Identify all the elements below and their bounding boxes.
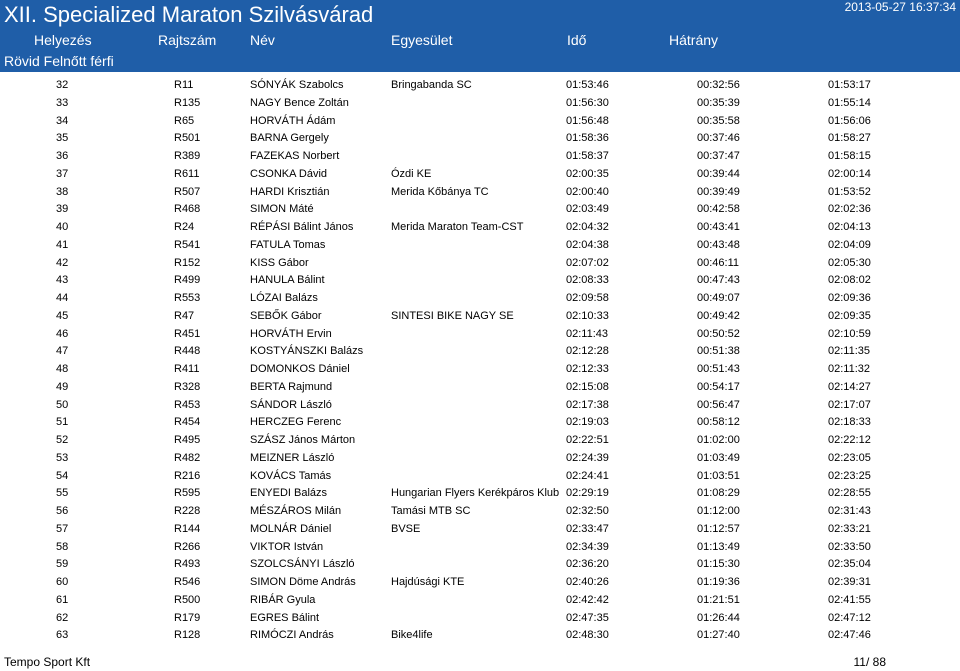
cell-last-time: 02:02:36 xyxy=(828,203,871,216)
cell-position: 38 xyxy=(56,185,69,198)
cell-bib: R454 xyxy=(174,416,201,429)
cell-time: 02:32:50 xyxy=(566,505,609,517)
cell-last-time: 01:56:06 xyxy=(828,114,871,127)
table-row xyxy=(0,521,960,539)
cell-bib: R553 xyxy=(174,292,201,304)
cell-time: 02:19:03 xyxy=(566,416,609,429)
cell-bib: R179 xyxy=(174,611,201,624)
cell-position: 52 xyxy=(56,434,69,446)
cell-bib: R389 xyxy=(174,150,201,162)
cell-position: 42 xyxy=(56,256,69,269)
cell-position: 33 xyxy=(56,96,69,109)
cell-gap: 00:49:07 xyxy=(697,292,740,304)
cell-time: 01:56:30 xyxy=(566,96,609,109)
cell-gap: 00:54:17 xyxy=(697,380,740,393)
title-bar xyxy=(0,0,960,30)
cell-position: 44 xyxy=(56,292,69,304)
column-header-bib: Rajtszám xyxy=(158,32,217,48)
cell-time: 02:29:19 xyxy=(566,487,609,500)
cell-position: 32 xyxy=(56,79,69,91)
cell-bib: R448 xyxy=(174,345,201,358)
cell-position: 45 xyxy=(56,309,69,322)
cell-bib: R328 xyxy=(174,380,201,393)
cell-name: FAZEKAS Norbert xyxy=(250,150,340,162)
cell-position: 40 xyxy=(56,221,69,233)
table-row xyxy=(0,184,960,202)
cell-name: NAGY Bence Zoltán xyxy=(250,96,349,109)
cell-name: SEBŐK Gábor xyxy=(250,309,322,322)
cell-name: MÉSZÁROS Milán xyxy=(250,505,342,517)
cell-position: 55 xyxy=(56,487,69,500)
cell-gap: 01:27:40 xyxy=(697,629,740,642)
table-row xyxy=(0,219,960,237)
cell-last-time: 01:53:52 xyxy=(828,185,871,198)
cell-time: 01:53:46 xyxy=(566,79,609,91)
cell-gap: 00:43:48 xyxy=(697,238,740,251)
cell-time: 02:12:33 xyxy=(566,363,609,375)
cell-club: BVSE xyxy=(391,522,421,535)
table-row xyxy=(0,450,960,468)
cell-gap: 01:03:51 xyxy=(697,469,740,482)
table-row xyxy=(0,574,960,592)
cell-name: SIMON Máté xyxy=(250,203,314,216)
cell-last-time: 02:33:21 xyxy=(828,522,871,535)
cell-bib: R501 xyxy=(174,132,201,145)
table-row xyxy=(0,361,960,379)
cell-position: 51 xyxy=(56,416,69,429)
table-row xyxy=(0,539,960,557)
cell-time: 01:58:37 xyxy=(566,150,609,162)
cell-last-time: 01:53:17 xyxy=(828,79,871,91)
cell-name: KOVÁCS Tamás xyxy=(250,469,332,482)
cell-last-time: 02:09:36 xyxy=(828,292,871,304)
cell-last-time: 02:14:27 xyxy=(828,380,871,393)
table-row xyxy=(0,272,960,290)
timestamp: 2013-05-27 16:37:34 xyxy=(844,0,956,14)
cell-name: MEIZNER László xyxy=(250,451,335,464)
table-row xyxy=(0,610,960,628)
table-row xyxy=(0,255,960,273)
cell-position: 50 xyxy=(56,398,69,411)
cell-gap: 00:43:41 xyxy=(697,221,740,233)
cell-position: 35 xyxy=(56,132,69,145)
table-row xyxy=(0,201,960,219)
cell-time: 02:03:49 xyxy=(566,203,609,216)
cell-name: ENYEDI Balázs xyxy=(250,487,328,500)
cell-bib: R482 xyxy=(174,451,201,464)
cell-gap: 01:13:49 xyxy=(697,540,740,553)
cell-name: RÉPÁSI Bálint János xyxy=(250,221,354,233)
table-row xyxy=(0,95,960,113)
cell-club: Hajdúsági KTE xyxy=(391,576,465,588)
cell-bib: R595 xyxy=(174,487,201,500)
table-row xyxy=(0,503,960,521)
table-row xyxy=(0,414,960,432)
cell-time: 02:00:40 xyxy=(566,185,609,198)
cell-bib: R24 xyxy=(174,221,195,233)
cell-time: 02:42:42 xyxy=(566,593,609,606)
cell-name: FATULA Tomas xyxy=(250,238,326,251)
cell-bib: R47 xyxy=(174,309,195,322)
cell-name: MOLNÁR Dániel xyxy=(250,522,332,535)
cell-bib: R135 xyxy=(174,96,201,109)
column-header-gap: Hátrány xyxy=(669,32,719,48)
cell-name: LÓZAI Balázs xyxy=(250,292,318,304)
cell-gap: 01:19:36 xyxy=(697,576,740,588)
cell-time: 01:58:36 xyxy=(566,132,609,145)
table-row xyxy=(0,343,960,361)
cell-bib: R11 xyxy=(174,79,194,91)
cell-last-time: 02:18:33 xyxy=(828,416,871,429)
column-header-row xyxy=(0,30,960,50)
cell-position: 58 xyxy=(56,540,69,553)
cell-time: 02:11:43 xyxy=(566,327,609,340)
cell-name: SÁNDOR László xyxy=(250,398,332,411)
cell-position: 36 xyxy=(56,150,69,162)
cell-club: Bike4life xyxy=(391,629,433,642)
cell-position: 54 xyxy=(56,469,69,482)
cell-time: 02:17:38 xyxy=(566,398,609,411)
table-row xyxy=(0,148,960,166)
cell-gap: 00:51:43 xyxy=(697,363,740,375)
cell-last-time: 02:11:35 xyxy=(828,345,871,358)
column-header-time: Idő xyxy=(567,32,587,48)
cell-last-time: 02:39:31 xyxy=(828,576,871,588)
cell-name: RIMÓCZI András xyxy=(250,629,334,642)
cell-last-time: 02:04:09 xyxy=(828,238,871,251)
cell-bib: R216 xyxy=(174,469,201,482)
cell-time: 02:24:41 xyxy=(566,469,609,482)
table-row xyxy=(0,130,960,148)
table-row xyxy=(0,432,960,450)
cell-last-time: 02:35:04 xyxy=(828,558,871,571)
cell-last-time: 02:22:12 xyxy=(828,434,871,446)
table-row xyxy=(0,308,960,326)
cell-time: 02:15:08 xyxy=(566,380,609,393)
cell-last-time: 02:47:12 xyxy=(828,611,871,624)
cell-gap: 00:51:38 xyxy=(697,345,740,358)
cell-club: Ózdi KE xyxy=(391,167,432,180)
cell-bib: R499 xyxy=(174,274,201,287)
cell-last-time: 02:41:55 xyxy=(828,593,871,606)
cell-gap: 00:50:52 xyxy=(697,327,740,340)
cell-gap: 01:15:30 xyxy=(697,558,740,571)
cell-club: Hungarian Flyers Kerékpáros Klub xyxy=(391,487,560,500)
cell-last-time: 02:23:05 xyxy=(828,451,871,464)
cell-time: 02:10:33 xyxy=(566,309,609,322)
cell-time: 02:34:39 xyxy=(566,540,609,553)
cell-gap: 01:21:51 xyxy=(697,593,740,606)
table-row xyxy=(0,485,960,503)
results-table xyxy=(0,77,960,645)
cell-position: 34 xyxy=(56,114,69,127)
cell-position: 48 xyxy=(56,363,69,375)
table-row xyxy=(0,379,960,397)
cell-name: HANULA Bálint xyxy=(250,274,325,287)
cell-bib: R128 xyxy=(174,629,201,642)
cell-gap: 00:39:49 xyxy=(697,185,740,198)
table-row xyxy=(0,592,960,610)
cell-bib: R228 xyxy=(174,505,201,517)
cell-last-time: 02:31:43 xyxy=(828,505,871,517)
cell-position: 53 xyxy=(56,451,69,464)
table-row xyxy=(0,237,960,255)
cell-last-time: 02:47:46 xyxy=(828,629,871,642)
cell-club: Bringabanda SC xyxy=(391,79,472,91)
table-row xyxy=(0,397,960,415)
table-row xyxy=(0,556,960,574)
cell-last-time: 02:04:13 xyxy=(828,221,871,233)
cell-bib: R495 xyxy=(174,434,201,446)
cell-gap: 01:08:29 xyxy=(697,487,740,500)
cell-bib: R411 xyxy=(174,363,200,375)
table-row xyxy=(0,627,960,645)
cell-position: 56 xyxy=(56,505,69,517)
table-row xyxy=(0,290,960,308)
cell-name: EGRES Bálint xyxy=(250,611,320,624)
cell-time: 02:04:38 xyxy=(566,238,609,251)
cell-club: Merida Kőbánya TC xyxy=(391,185,489,198)
cell-bib: R541 xyxy=(174,238,201,251)
table-row xyxy=(0,468,960,486)
cell-gap: 00:47:43 xyxy=(697,274,740,287)
cell-last-time: 01:58:27 xyxy=(828,132,871,145)
cell-gap: 00:37:46 xyxy=(697,132,740,145)
page-number: 11/ 88 xyxy=(853,655,886,669)
cell-name: HORVÁTH Ádám xyxy=(250,114,336,127)
cell-name: KOSTYÁNSZKI Balázs xyxy=(250,345,364,358)
cell-last-time: 02:23:25 xyxy=(828,469,871,482)
cell-time: 02:36:20 xyxy=(566,558,609,571)
cell-name: CSONKA Dávid xyxy=(250,167,328,180)
table-row xyxy=(0,77,960,95)
cell-position: 46 xyxy=(56,327,69,340)
cell-bib: R500 xyxy=(174,593,201,606)
cell-last-time: 02:00:14 xyxy=(828,167,871,180)
cell-time: 02:22:51 xyxy=(566,434,609,446)
cell-bib: R453 xyxy=(174,398,201,411)
cell-time: 02:08:33 xyxy=(566,274,609,287)
column-header-club: Egyesület xyxy=(391,32,453,48)
footer-organizer: Tempo Sport Kft xyxy=(4,655,91,669)
cell-name: SZOLCSÁNYI László xyxy=(250,558,355,571)
cell-time: 02:48:30 xyxy=(566,629,609,642)
table-row xyxy=(0,326,960,344)
cell-last-time: 01:55:14 xyxy=(828,96,871,109)
cell-time: 02:47:35 xyxy=(566,611,609,624)
cell-name: VIKTOR István xyxy=(250,540,324,553)
cell-name: SIMON Döme András xyxy=(250,576,356,588)
cell-position: 59 xyxy=(56,558,69,571)
cell-position: 61 xyxy=(56,593,69,606)
cell-time: 02:00:35 xyxy=(566,167,609,180)
cell-position: 39 xyxy=(56,203,69,216)
cell-time: 01:56:48 xyxy=(566,114,609,127)
cell-name: HERCZEG Ferenc xyxy=(250,416,342,429)
cell-bib: R266 xyxy=(174,540,201,553)
cell-time: 02:33:47 xyxy=(566,522,609,535)
cell-club: SINTESI BIKE NAGY SE xyxy=(391,309,514,322)
cell-last-time: 02:17:07 xyxy=(828,398,871,411)
cell-position: 43 xyxy=(56,274,69,287)
cell-time: 02:04:32 xyxy=(566,221,609,233)
cell-bib: R65 xyxy=(174,114,195,127)
cell-position: 60 xyxy=(56,576,69,588)
cell-time: 02:24:39 xyxy=(566,451,609,464)
cell-gap: 00:35:39 xyxy=(697,96,740,109)
cell-last-time: 02:09:35 xyxy=(828,309,871,322)
cell-time: 02:09:58 xyxy=(566,292,609,304)
cell-last-time: 02:33:50 xyxy=(828,540,871,553)
cell-name: BERTA Rajmund xyxy=(250,380,333,393)
cell-last-time: 02:08:02 xyxy=(828,274,871,287)
cell-name: RIBÁR Gyula xyxy=(250,593,316,606)
cell-bib: R144 xyxy=(174,522,201,535)
cell-gap: 00:32:56 xyxy=(697,79,740,91)
cell-gap: 00:42:58 xyxy=(697,203,740,216)
cell-last-time: 02:11:32 xyxy=(828,363,871,375)
cell-name: HORVÁTH Ervin xyxy=(250,327,332,340)
cell-gap: 01:12:00 xyxy=(697,505,740,517)
cell-position: 47 xyxy=(56,345,69,358)
cell-bib: R468 xyxy=(174,203,201,216)
cell-gap: 00:46:11 xyxy=(697,256,740,269)
cell-time: 02:40:26 xyxy=(566,576,609,588)
cell-gap: 00:35:58 xyxy=(697,114,740,127)
cell-gap: 00:39:44 xyxy=(697,167,740,180)
cell-last-time: 02:28:55 xyxy=(828,487,871,500)
cell-position: 63 xyxy=(56,629,69,642)
cell-name: HARDI Krisztián xyxy=(250,185,330,198)
cell-last-time: 02:10:59 xyxy=(828,327,871,340)
cell-position: 37 xyxy=(56,167,69,180)
cell-club: Tamási MTB SC xyxy=(391,505,471,517)
cell-position: 49 xyxy=(56,380,69,393)
cell-name: KISS Gábor xyxy=(250,256,309,269)
cell-gap: 00:58:12 xyxy=(697,416,740,429)
cell-time: 02:07:02 xyxy=(566,256,609,269)
cell-gap: 01:03:49 xyxy=(697,451,740,464)
cell-position: 62 xyxy=(56,611,69,624)
cell-last-time: 02:05:30 xyxy=(828,256,871,269)
cell-name: BARNA Gergely xyxy=(250,132,329,145)
cell-gap: 00:37:47 xyxy=(697,150,740,162)
cell-name: SÓNYÁK Szabolcs xyxy=(250,79,344,91)
cell-bib: R546 xyxy=(174,576,201,588)
column-header-position: Helyezés xyxy=(34,32,92,48)
cell-position: 57 xyxy=(56,522,69,535)
cell-name: SZÁSZ János Márton xyxy=(250,434,356,446)
cell-gap: 00:56:47 xyxy=(697,398,740,411)
cell-gap: 01:12:57 xyxy=(697,522,740,535)
cell-gap: 01:02:00 xyxy=(697,434,740,446)
cell-bib: R507 xyxy=(174,185,201,198)
cell-name: DOMONKOS Dániel xyxy=(250,363,350,375)
cell-gap: 01:26:44 xyxy=(697,611,740,624)
cell-position: 41 xyxy=(56,238,69,251)
cell-club: Merida Maraton Team-CST xyxy=(391,221,524,233)
category-label: Rövid Felnőtt férfi xyxy=(4,53,114,69)
table-row xyxy=(0,113,960,131)
cell-bib: R493 xyxy=(174,558,201,571)
cell-time: 02:12:28 xyxy=(566,345,609,358)
cell-bib: R451 xyxy=(174,327,201,340)
cell-bib: R152 xyxy=(174,256,201,269)
page-title: XII. Specialized Maraton Szilvásvárad xyxy=(4,2,374,27)
column-header-name: Név xyxy=(250,32,275,48)
table-row xyxy=(0,166,960,184)
cell-gap: 00:49:42 xyxy=(697,309,740,322)
cell-last-time: 01:58:15 xyxy=(828,150,871,162)
category-bar xyxy=(0,50,960,72)
cell-bib: R611 xyxy=(174,167,200,180)
